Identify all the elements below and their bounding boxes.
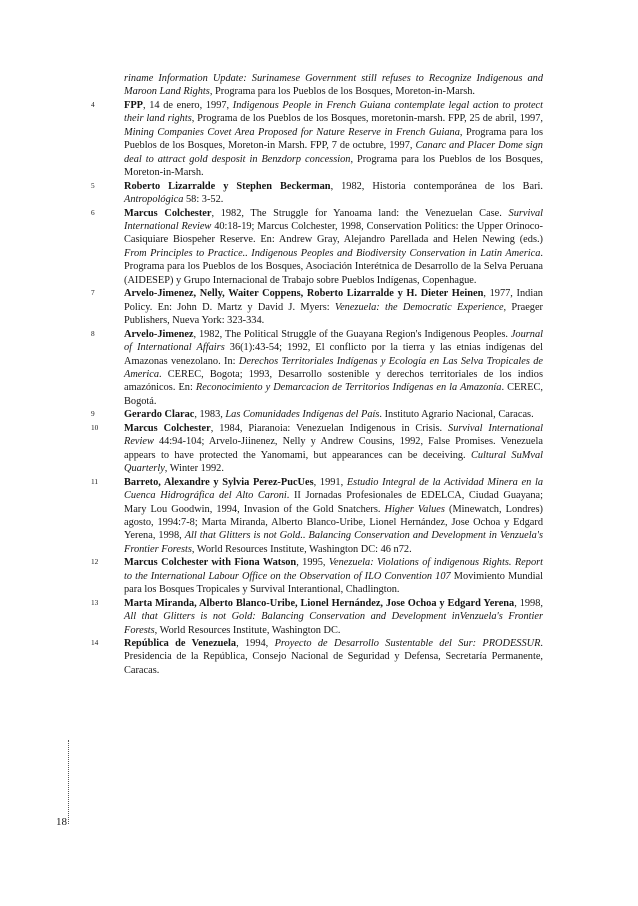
footnote-text: , 1991, <box>313 476 347 488</box>
footnote-number: 14 <box>91 638 99 648</box>
footnote-text: , Programa para los Pueblos de los Bosques, Moreton-in-Marsh. <box>124 153 543 179</box>
footnote-title: From Principles to Practice.. Indigenous Peoples and Biodiversity Conservation in Latin America <box>124 247 541 259</box>
footnote-10 <box>91 422 543 476</box>
footnote-text: , Winter 1992. <box>164 463 224 475</box>
footnote-5 <box>91 180 543 207</box>
footnote-text: . II Jornadas Profesionales de EDELCA, Ciudad Guayana; Mary Lou Goodwin, 1994, Invasion of the Gold Snatchers. <box>124 490 543 515</box>
footnote-title: Las Comunidades Indígenas del País <box>225 409 380 421</box>
footnote-number: 9 <box>91 409 95 419</box>
footnote-author: Marcus Colchester with Fiona Watson <box>124 557 297 569</box>
footnote-text: , 1983, <box>194 409 226 421</box>
footnote-text: , 1994, <box>236 638 275 650</box>
footnote-title: Antropológica <box>124 194 184 206</box>
footnote-text: , 1977, Indian Policy. En: John D. Martz y David J. Myers: <box>124 288 543 313</box>
footnote-author: Roberto Lizarralde y Stephen Beckerman <box>124 180 331 192</box>
footnote-number: 12 <box>91 557 99 567</box>
footnote-14 <box>91 637 543 677</box>
footnote-text: , 1982, The Struggle for Yanoama land: the Venezuelan Case. <box>211 207 509 219</box>
footnote-author: Gerardo Clarac <box>124 409 195 421</box>
footnote-number: 10 <box>91 422 99 432</box>
footnote-title: Cultural SuMval Quarterly <box>124 449 543 475</box>
footnote-number: 8 <box>91 328 95 338</box>
footnotes-list <box>91 72 543 677</box>
footnote-number: 5 <box>91 180 95 190</box>
footnote-text: , Programa para los Pueblos de los Bosques, Moreton-in-Marsh. <box>209 86 475 98</box>
footnote-title: Survival International Review <box>124 207 543 232</box>
footnote-author: Marcus Colchester <box>124 207 212 219</box>
footnote-number: 7 <box>91 288 95 298</box>
footnote-13 <box>91 597 543 637</box>
footnote-title: Indigenous People in French Guiana contemplate legal action to protect their land rights <box>124 99 543 125</box>
footnote-title: All that Glitters is not Gold.. Balancing Conservation and Development in Venzuela's Frontier Forests <box>124 530 544 555</box>
margin-rule <box>68 740 69 824</box>
footnote-12 <box>91 556 543 596</box>
footnote-text: . Instituto Agrario Nacional, Caracas. <box>379 409 534 421</box>
footnote-9 <box>91 408 543 421</box>
footnote-text: , World Resources Institute, Washington DC: 46 n72. <box>191 543 412 555</box>
page-number: 18 <box>56 816 67 828</box>
footnote-title: Venezuela: the Democratic Experience <box>334 301 504 313</box>
footnote-author: Marcus Colchester <box>124 422 211 434</box>
footnote-title: riname Information Update: Surinamese Government still refuses to Recognize Indigenous and Maroon Land Rights <box>124 73 543 98</box>
footnote-text: , 1984, Piaranoia: Venezuelan Indigenous in Crisis. <box>210 422 449 434</box>
footnote-author: Arvelo-Jimenez, Nelly, Waiter Coppens, Roberto Lizarralde y H. Dieter Heinen <box>124 288 484 300</box>
footnote-text: , Programa de los Pueblos de los Bosques, moretonin-marsh. FPP, 25 de abril, 1997, <box>191 113 543 125</box>
footnote-text: (Minewatch, Londres) agosto, 1994:7-8; Marta Miranda, Alberto Blanco-Uribe, Lionel Hernández, Jose Ochoa y Edgard Yerena, 1998, <box>124 503 543 542</box>
footnote-title: Estudio Integral de la Actividad Minera en la Cuenca Hidrográfica del Alto Caroni <box>124 476 543 502</box>
footnote-text: Movimiento Mundial para los Bosques Tropicales y Survival Interantional, Chadlington. <box>124 570 543 596</box>
footnote-title: Canarc and Placer Dome sign deal to attract gold desposit in Benzdorp concession <box>124 140 543 165</box>
footnote-text: . Presidencia de la República, Consejo Nacional de Seguridad y Defensa, Secretaría Permanente, Caracas. <box>124 638 544 676</box>
footnote-title: Reconocimiento y Demarcacion de Territorios Indígenas en la Amazonía <box>195 382 502 394</box>
footnote-title: Journal of International Affairs <box>124 328 543 354</box>
footnote-text: , 1982, Historia contemporánea de los Bari. <box>330 180 543 192</box>
footnote-number: 13 <box>91 597 99 607</box>
footnote-text: , Programa para los Pueblos de los Bosques, Moreton-in Marsh. FPP, 7 de octubre, 1997, <box>124 126 543 152</box>
footnote-author: FPP <box>124 99 143 111</box>
footnote-8 <box>91 328 543 409</box>
footnote-text: , 14 de enero, 1997, <box>142 99 233 111</box>
footnote-title: Survival International Review <box>124 422 543 448</box>
footnote-title: Mining Companies Covet Area Proposed for Nature Reserve in French Guiana <box>124 126 460 138</box>
footnote-7 <box>91 287 543 327</box>
footnote-author: Marta Miranda, Alberto Blanco-Uribe, Lionel Hernández, Jose Ochoa y Edgard Yerena <box>124 597 515 609</box>
footnote-title: Proyecto de Desarrollo Sustentable del Sur: PRODESSUR <box>274 638 541 650</box>
footnote-author: República de Venezuela <box>124 638 237 650</box>
footnote-author: Barreto, Alexandre y Sylvia Perez-PucUes <box>124 476 314 488</box>
footnote-text: 58: 3-52. <box>183 194 224 206</box>
footnote-text: , Praeger Publishers, Nueva York: 323-334. <box>124 301 544 327</box>
footnote-number: 6 <box>91 207 95 217</box>
footnote-text: 40:18-19; Marcus Colchester, 1998, Conservation Politics: the Upper Orinoco-Casiquiare Biospeher Reserve. En: Andrew Gray, Alejandro Parellada and Helen Newing (eds.) <box>124 220 543 246</box>
footnote-text: . CEREC, Bogotá. <box>124 382 544 407</box>
footnote-title: Higher Values <box>384 503 445 515</box>
footnote-title: All that Glitters is not Gold: Balancing Conservation and Development inVenzuela's Frontier Forests <box>124 611 543 636</box>
footnote-number: 11 <box>91 476 99 486</box>
footnote-text: 44:94-104; Arvelo-Jiinenez, Nelly y Andrew Cousins, 1992, False Promises. Venezuela appears to have protected the Yanomami, but appearances can be deceiving. <box>124 436 543 461</box>
footnote-text: , World Resources Institute, Washington DC. <box>154 624 341 636</box>
footnote-title: Venezuela: Violations of indigenous Rights. Report to the International Labour Office on the Observation of ILO Convention 107 <box>124 557 544 582</box>
footnote-text: . CEREC, Bogota; 1993, Desarrollo sostenible y derechos territoriales de los indios amazónicos. En: <box>124 368 543 394</box>
footnote-text: 36(1):43-54; 1992, El conflicto por la tierra y las etnias indígenas del Amazonas venezolano. In: <box>124 342 544 367</box>
footnote-text: , 1995, <box>296 557 329 569</box>
footnote-text: , 1982, The Political Struggle of the Guayana Region's Indigenous Peoples. <box>193 328 511 340</box>
footnote-text: . Programa para los Pueblos de los Bosques, Asociación Interétnica de Desarrollo de la Selva Peruana (AIDESEP) y Grupo Internacional de Trabajo sobre Pueblos Indígenas, Copenhague. <box>124 247 543 286</box>
footnote-text: , 1998, <box>514 597 543 609</box>
footnote-4 <box>91 99 543 180</box>
footnote-title: Derechos Territoriales Indígenas y Ecología en Las Selva Tropicales de America <box>124 355 543 380</box>
footnote-6 <box>91 207 543 288</box>
footnote-author: Arvelo-Jimenez <box>124 328 194 340</box>
footnote-number: 4 <box>91 99 95 109</box>
footnote-11 <box>91 476 543 557</box>
footnote-continuation <box>91 72 543 99</box>
